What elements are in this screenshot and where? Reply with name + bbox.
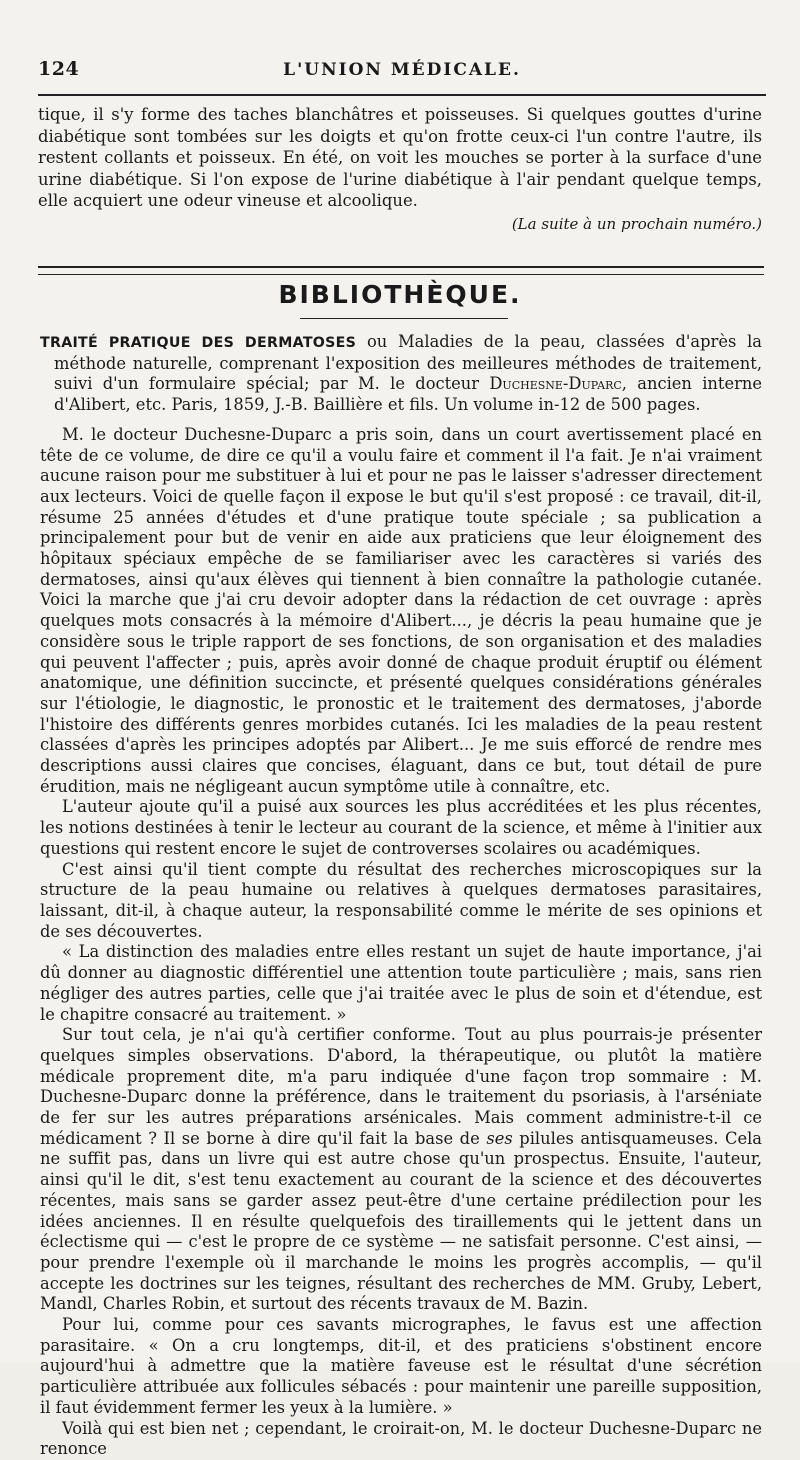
bib-text-2: , ancien interne d'Alibert, etc. Paris, 1859, J.-B. Baillière et fils. Un volume in-12 de 500 pages.: [54, 374, 762, 415]
p5-part-a: Sur tout cela, je n'ai qu'à certifier conforme. Tout au plus pourrais-je présenter quelques simples observations. D'abord, la thérapeutique, ou plutôt la matière médicale proprement dite, m'a paru indiquée d'une façon trop sommaire : M. Duchesne-Duparc donne la préférence, dans le traitement du psoriasis, à l'arséniate de fer sur les autres préparations arsénicales. Mais comment administre-t-il ce médicament ? Il se borne à dire qu'il fait la base de: [40, 1025, 762, 1148]
running-head: [38, 58, 766, 84]
journal-title: L'UNION MÉDICALE.: [283, 60, 521, 80]
p5-part-b: pilules antisquameuses. Cela ne suffit pas, dans un livre qui est autre chose qu'un prospectus. Ensuite, l'auteur, ainsi qu'il le dit, s'est tenu exactement au courant de la science et des découvertes récentes, mais sans se garder assez peut-être d'une certaine prédilection pour les idées anciennes. Il en résulte quelquefois des tiraillements qui le jettent dans un éclectisme qui — c'est le propre de ce système — ne satisfait personne. C'est ainsi, — pour prendre l'exemple où il marchande le moins les progrès accomplis, — qu'il accepte les doctrines sur les teignes, résultant des recherches de MM. Gruby, Lebert, Mandl, Charles Robin, et surtout des récents travaux de M. Bazin.: [40, 1128, 762, 1314]
page-number: 124: [38, 58, 80, 80]
continued-note: (La suite à un prochain numéro.): [511, 214, 762, 233]
p5-italic: ses: [486, 1128, 513, 1148]
book-review: [40, 332, 762, 1460]
review-paragraph-4: « La distinction des maladies entre elles restant un sujet de haute importance, j'ai dû donner au diagnostic différentiel une attention toute particulière ; mais, sans rien négliger des autres parties, celle que j'ai traitée avec le plus de soin et d'étendue, est le chapitre consacré au traitement. »: [40, 942, 762, 1024]
bibliographic-entry: [40, 332, 762, 416]
review-paragraph-2: L'auteur ajoute qu'il a puisé aux sources les plus accréditées et les plus récentes, les notions destinées à tenir le lecteur au courant de la science, et même à l'initier aux questions qui restent encore le sujet de controverses scolaires ou académiques.: [40, 797, 762, 858]
section-title-rule: [300, 318, 508, 319]
section-title: BIBLIOTHÈQUE.: [278, 280, 522, 309]
review-paragraph-3: C'est ainsi qu'il tient compte du résultat des recherches microscopiques sur la structure de la peau humaine ou relatives à quelques dermatoses parasitaires, laissant, dit-il, à chaque auteur, la responsabilité comme le mérite de ses opinions et de ses découvertes.: [40, 859, 762, 941]
review-paragraph-7: Voilà qui est bien net ; cependant, le croirait-on, M. le docteur Duchesne-Duparc ne renonce: [40, 1418, 762, 1459]
book-title: TRAITÉ PRATIQUE DES DERMATOSES: [40, 335, 357, 351]
bib-author: Duchesne-Duparc: [489, 374, 622, 394]
article-end-paragraph: tique, il s'y forme des taches blanchâtres et poisseuses. Si quelques gouttes d'urine diabétique sont tombées sur les doigts et qu'on frotte ceux-ci l'un contre l'autre, ils restent collants et poisseux. En été, on voit les mouches se porter à la surface d'une urine diabétique. Si l'on expose de l'urine diabétique à l'air pendant quelque temps, elle acquiert une odeur vineuse et alcoolique.: [38, 105, 762, 211]
review-paragraph-6: Pour lui, comme pour ces savants micrographes, le favus est une affection parasitaire. « On a cru longtemps, dit-il, et des praticiens s'obstinent encore aujourd'hui à admettre que la matière faveuse est le résultat d'une sécrétion particulière attribuée aux follicules sébacés : pour maintenir une pareille supposition, il faut évidemment fermer les yeux à la lumière. »: [40, 1315, 762, 1417]
header-rule: [38, 94, 766, 96]
previous-article-end: [38, 104, 762, 236]
review-paragraph-5: [40, 1025, 762, 1315]
section-divider: [38, 266, 764, 275]
review-paragraph-1: M. le docteur Duchesne-Duparc a pris soin, dans un court avertissement placé en tête de ce volume, de dire ce qu'il a voulu faire et comment il l'a fait. Je n'ai vraiment aucune raison pour me substituer à lui et pour ne pas le laisser s'adresser directement aux lecteurs. Voici de quelle façon il expose le but qu'il s'est proposé : ce travail, dit-il, résume 25 années d'études et d'une pratique toute spéciale ; sa publication a principalement pour but de venir en aide aux praticiens que leur éloignement des hôpitaux spéciaux empêche de se familiariser avec les caractères si variés des dermatoses, ainsi qu'aux élèves qui tiennent à bien connaître la pathologie cutanée. Voici la marche que j'ai cru devoir adopter dans la rédaction de cet ouvrage : après quelques mots consacrés à la mémoire d'Alibert..., je décris la peau humaine que je considère sous le triple rapport de ses fonctions, de son organisation et des maladies qui peuvent l'affecter ; puis, après avoir donné de chaque produit éruptif ou élément anatomique, une définition succincte, et présenté quelques considérations générales sur l'étiologie, le diagnostic, le pronostic et le traitement des dermatoses, j'aborde l'histoire des différents genres morbides cutanés. Ici les maladies de la peau restent classées d'après les principes adoptés par Alibert... Je me suis efforcé de rendre mes descriptions aussi claires que concises, élaguant, dans ce but, tout détail de pure érudition, mais ne négligeant aucun symptôme utile à connaître, etc.: [40, 424, 762, 796]
bib-text-1: ou Maladies de la peau, classées d'après la méthode naturelle, comprenant l'exposition des meilleures méthodes de traitement, suivi d'un formulaire spécial; par M. le docteur: [54, 332, 762, 394]
